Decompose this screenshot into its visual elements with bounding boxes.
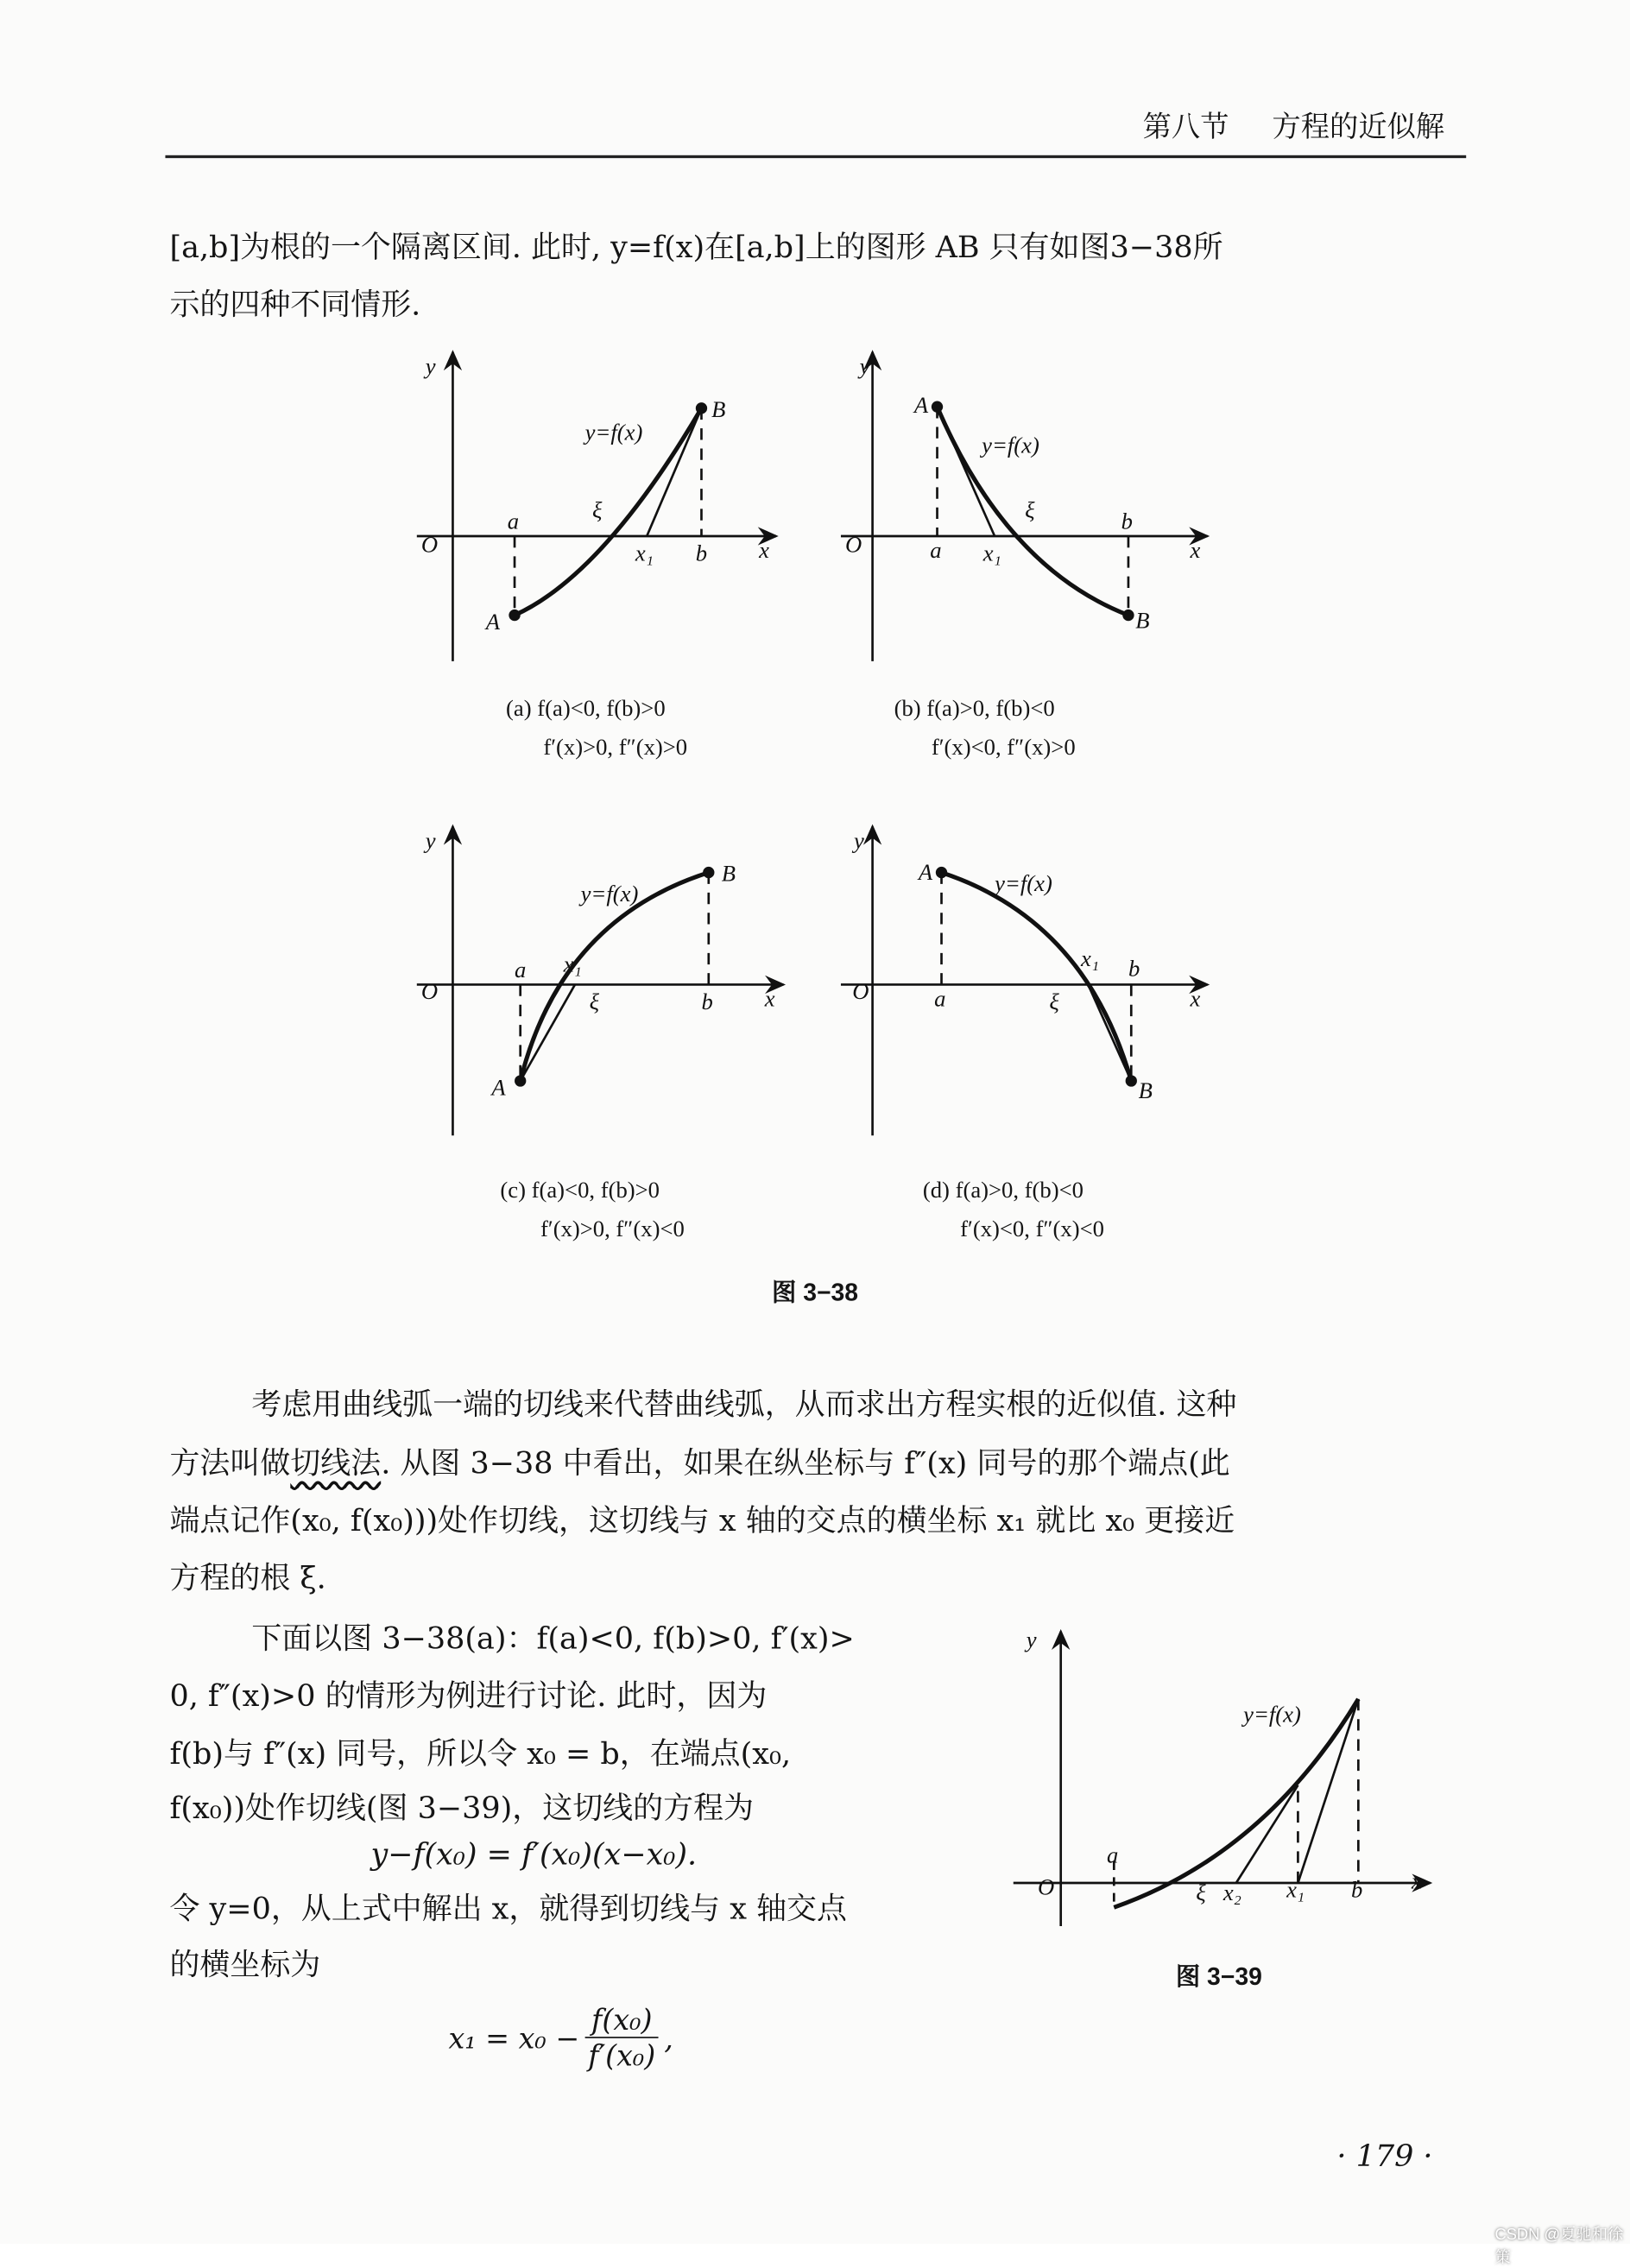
text: 方法叫做 [169,1445,291,1481]
xi-label: ξ [1049,988,1059,1014]
x-axis-label: x [759,536,769,563]
caption-b-line1: (b) f(a)>0, f(b)<0 [894,697,1055,722]
b-label: b [701,988,713,1014]
para2-line2: 0, f″(x)>0 的情形为例进行讨论. 此时，因为 [169,1678,768,1714]
para1-line1: 考虑用曲线弧一端的切线来代替曲线弧，从而求出方程实根的近似值. 这种 [251,1387,1237,1422]
para1-line3: 端点记作(x₀, f(x₀)))处作切线，这切线与 x 轴的交点的横坐标 x₁ 就比 x₀ 更接近 [169,1503,1235,1538]
para2-line4: f(x₀))处作切线(图 3−39)，这切线的方程为 [169,1791,755,1826]
b-label: b [1121,508,1133,534]
x1-label: x₁ [1081,944,1100,971]
page-number: · 179 · [1336,2138,1433,2174]
figure-3-38-label: 图 3−38 [772,1279,858,1307]
B-label: B [721,860,736,887]
x-axis-label: x [1411,1867,1422,1894]
caption-a-line1: (a) f(a)<0, f(b)>0 [506,697,666,722]
xi-label: ξ [589,988,600,1014]
y-axis-label: y [859,352,870,379]
origin-label: O [852,978,869,1005]
caption-d-line2: f′(x)<0, f″(x)<0 [960,1217,1104,1242]
x1-label: x₁ [635,540,654,566]
a-label: a [930,536,942,563]
formula-lhs: x₁ = x₀ − [448,2020,580,2055]
curve-label: y=f(x) [1243,1701,1301,1728]
origin-label: O [420,531,439,558]
a-label: a [515,957,527,983]
xi-label: ξ [1025,496,1035,523]
x1-label: x₁ [563,951,582,977]
para3-line1: 令 y=0，从上式中解出 x，就得到切线与 x 轴交点 [169,1892,847,1926]
formula-tail: , [664,2020,673,2055]
curve-label: y=f(x) [580,880,639,907]
curve-label: y=f(x) [995,870,1052,897]
para1-line2 [169,1444,1229,1481]
x1-label: x₁ [982,540,1001,566]
section-number: 第八节 [1142,109,1229,144]
watermark: CSDN @夏驰和徐策 [1494,2226,1624,2267]
caption-a-line2: f′(x)>0, f″(x)>0 [543,736,688,761]
numerator: f(x₀) [585,2002,658,2038]
figure-3-39-graph [1014,1632,1431,1926]
xi-label: ξ [591,496,603,523]
B-label: B [1138,1077,1153,1103]
newton-formula [448,2002,673,2073]
x-axis-label: x [1190,536,1201,563]
y-axis-label: y [425,352,436,379]
A-label: A [913,391,929,418]
x-axis-label: x [764,985,775,1012]
para1-line4: 方程的根 ξ. [169,1561,326,1596]
caption-c-line2: f′(x)>0, f″(x)<0 [540,1217,685,1242]
denominator: f′(x₀) [588,2037,656,2073]
figure-3-39-label: 图 3−39 [1175,1963,1262,1991]
x1-label: x₁ [1286,1876,1305,1903]
caption-b-line2: f′(x)<0, f″(x)>0 [931,736,1076,761]
xi-label: ξ [1196,1879,1206,1905]
curve-label: y=f(x) [982,432,1039,458]
curve-label: y=f(x) [584,419,643,445]
caption-c-line1: (c) f(a)<0, f(b)>0 [500,1178,660,1203]
intro-line-2: 示的四种不同情形. [169,287,421,322]
A-label: A [491,1074,506,1101]
text: . 从图 3−38 中看出，如果在纵坐标与 f″(x) 同号的那个端点(此 [381,1445,1230,1481]
caption-d-line1: (d) f(a)>0, f(b)<0 [922,1178,1084,1203]
a-label: a [934,985,946,1012]
y-axis-label: y [1026,1626,1037,1652]
origin-label: O [844,531,862,558]
x2-label: x₂ [1222,1879,1241,1905]
term-tangent-method: 切线法 [290,1445,382,1481]
b-label: b [1128,955,1140,982]
B-label: B [711,395,726,422]
b-label: b [695,540,708,566]
fraction [583,2002,661,2073]
section-title: 方程的近似解 [1272,109,1445,144]
para2-line1: 下面以图 3−38(a)：f(a)<0, f(b)>0, f′(x)> [251,1621,855,1656]
A-label: A [485,609,501,635]
a-label: a [1106,1842,1119,1868]
b-label: b [1351,1876,1363,1903]
y-axis-label: y [853,827,864,854]
origin-label: O [1038,1873,1055,1900]
tangent-equation: y−f(x₀) = f′(x₀)(x−x₀). [370,1836,698,1872]
origin-label: O [420,978,439,1005]
para2-line3: f(b)与 f″(x) 同号，所以令 x₀ = b，在端点(x₀, [169,1736,792,1772]
A-label: A [918,858,933,885]
y-axis-label: y [425,827,436,854]
intro-line-1: [a,b]为根的一个隔离区间. 此时, y=f(x)在[a,b]上的图形 AB 只有如图3−38所 [169,230,1223,265]
x-axis-label: x [1190,985,1201,1012]
a-label: a [507,508,520,534]
para3-line2: 的横坐标为 [169,1947,321,1982]
B-label: B [1135,607,1150,634]
